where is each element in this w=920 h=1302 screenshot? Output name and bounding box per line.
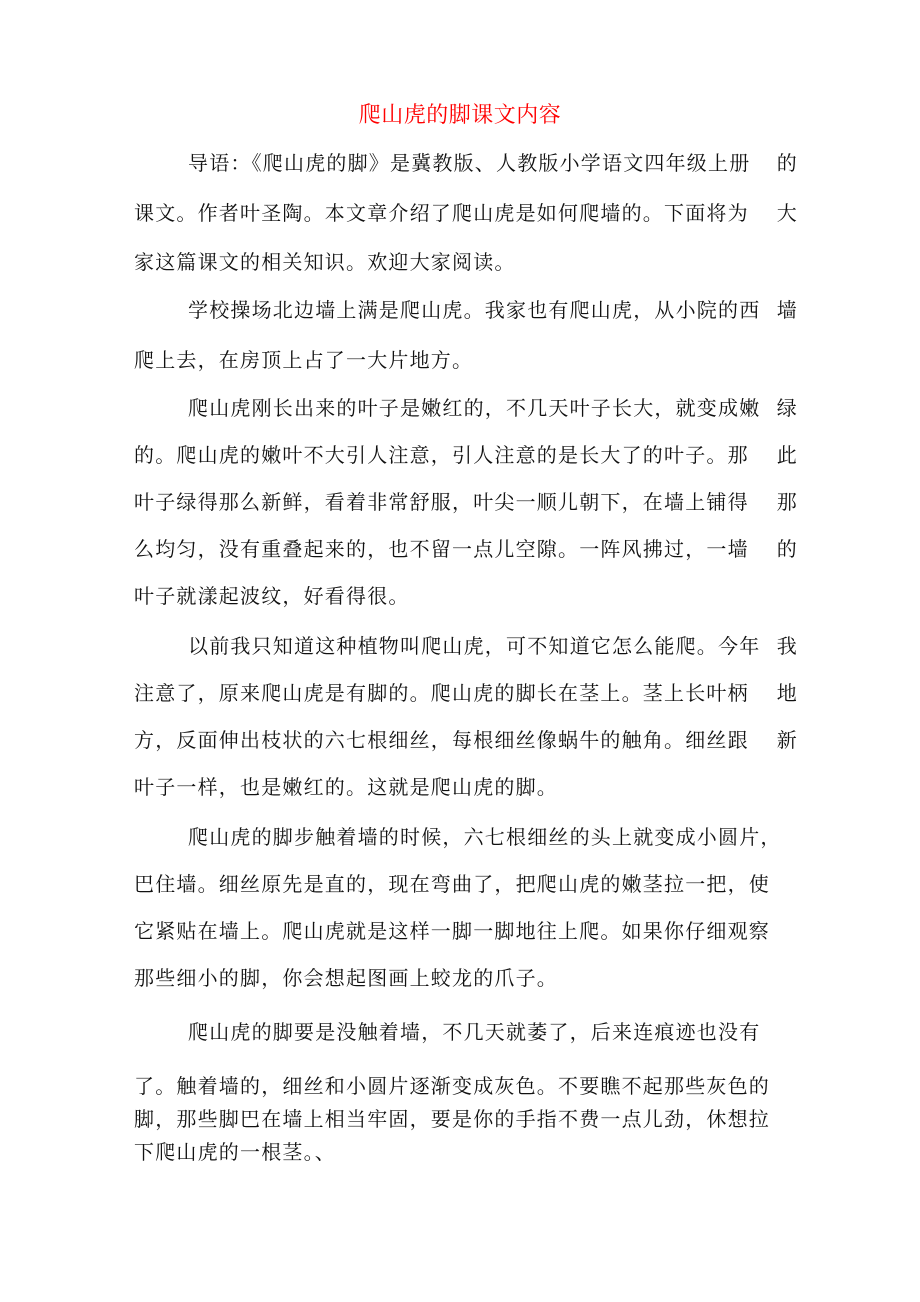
line-text: 学校操场北边墙上满是爬山虎。我家也有爬山虎，从小院的西	[188, 298, 761, 322]
line-tail: 新	[776, 728, 798, 752]
paragraph-3-line-5	[134, 581, 798, 611]
line-text: 叶子绿得那么新鲜，看着非常舒服，叶尖一顺儿朝下，在墙上铺得	[134, 490, 749, 514]
paragraph-3-line-4	[134, 534, 798, 564]
document-title: 爬山虎的脚课文内容	[358, 103, 562, 128]
paragraph-4-line-4	[134, 772, 798, 802]
paragraph-2-line-1	[188, 295, 798, 325]
paragraph-3-line-2	[134, 440, 798, 470]
paragraph-1-line-3	[134, 247, 798, 277]
paragraph-1-line-1	[188, 148, 798, 178]
line-text: 导语：《爬山虎的脚》是冀教版、人教版小学语文四年级上册	[188, 151, 751, 175]
line-tail: 地	[776, 681, 798, 705]
paragraph-5-line-1	[188, 822, 798, 852]
line-text: 脚，那些脚巴在墙上相当牢固，要是你的手指不费一点儿劲，休想拉	[134, 1107, 770, 1131]
line-text: 家这篇课文的相关知识。欢迎大家阅读。	[134, 250, 516, 274]
paragraph-4-line-1	[188, 631, 798, 661]
line-text: 么均匀，没有重叠起来的，也不留一点儿空隙。一阵风拂过，一墙	[134, 537, 749, 561]
line-text: 下爬山虎的一根茎。、	[134, 1140, 336, 1164]
line-text: 课文。作者叶圣陶。本文章介绍了爬山虎是如何爬墙的。下面将为	[134, 201, 749, 225]
paragraph-1-line-2	[134, 198, 798, 228]
paragraph-6-line-4	[134, 1137, 798, 1167]
line-tail: 大	[776, 201, 798, 225]
paragraph-3-line-1	[188, 393, 798, 423]
line-text: 以前我只知道这种植物叫爬山虎，可不知道它怎么能爬。今年	[188, 634, 761, 658]
line-tail: 那	[776, 490, 798, 514]
line-tail: 我	[776, 634, 798, 658]
paragraph-6-line-1	[188, 1017, 798, 1047]
paragraph-6-line-2	[134, 1071, 798, 1101]
line-text: 爬山虎的脚要是没触着墙，不几天就萎了，后来连痕迹也没有	[188, 1020, 761, 1044]
line-text: 的。爬山虎的嫩叶不大引人注意，引人注意的是长大了的叶子。那	[134, 443, 749, 467]
line-text: 了。触着墙的，细丝和小圆片逐渐变成灰色。不要瞧不起那些灰色的	[134, 1074, 770, 1098]
paragraph-6-line-3	[134, 1104, 798, 1134]
line-tail: 的	[776, 151, 798, 175]
line-text: 爬山虎刚长出来的叶子是嫩红的，不几天叶子长大，就变成嫩	[188, 396, 761, 420]
line-text: 那些细小的脚，你会想起图画上蛟龙的爪子。	[134, 966, 558, 990]
paragraph-4-line-2	[134, 678, 798, 708]
line-text: 方，反面伸出枝状的六七根细丝，每根细丝像蜗牛的触角。细丝跟	[134, 728, 749, 752]
line-text: 叶子一样，也是嫩红的。这就是爬山虎的脚。	[134, 775, 558, 799]
paragraph-4-line-3	[134, 725, 798, 755]
paragraph-5-line-3	[134, 916, 798, 946]
line-text: 注意了，原来爬山虎是有脚的。爬山虎的脚长在茎上。茎上长叶柄	[134, 681, 749, 705]
paragraph-3-line-3	[134, 487, 798, 517]
line-text: 叶子就漾起波纹，好看得很。	[134, 584, 410, 608]
line-text: 它紧贴在墙上。爬山虎就是这样一脚一脚地往上爬。如果你仔细观察	[134, 919, 770, 943]
line-text: 爬上去，在房顶上占了一大片地方。	[134, 348, 474, 372]
line-tail: 此	[776, 443, 798, 467]
paragraph-5-line-4	[134, 963, 798, 993]
line-tail: 的	[776, 537, 798, 561]
paragraph-2-line-2	[134, 345, 798, 375]
line-tail: 绿	[776, 396, 798, 420]
paragraph-5-line-2	[134, 869, 798, 899]
line-tail: 墙	[776, 298, 798, 322]
line-text: 爬山虎的脚步触着墙的时候，六七根细丝的头上就变成小圆片，	[188, 825, 782, 849]
line-text: 巴住墙。细丝原先是直的，现在弯曲了，把爬山虎的嫩茎拉一把，使	[134, 872, 770, 896]
